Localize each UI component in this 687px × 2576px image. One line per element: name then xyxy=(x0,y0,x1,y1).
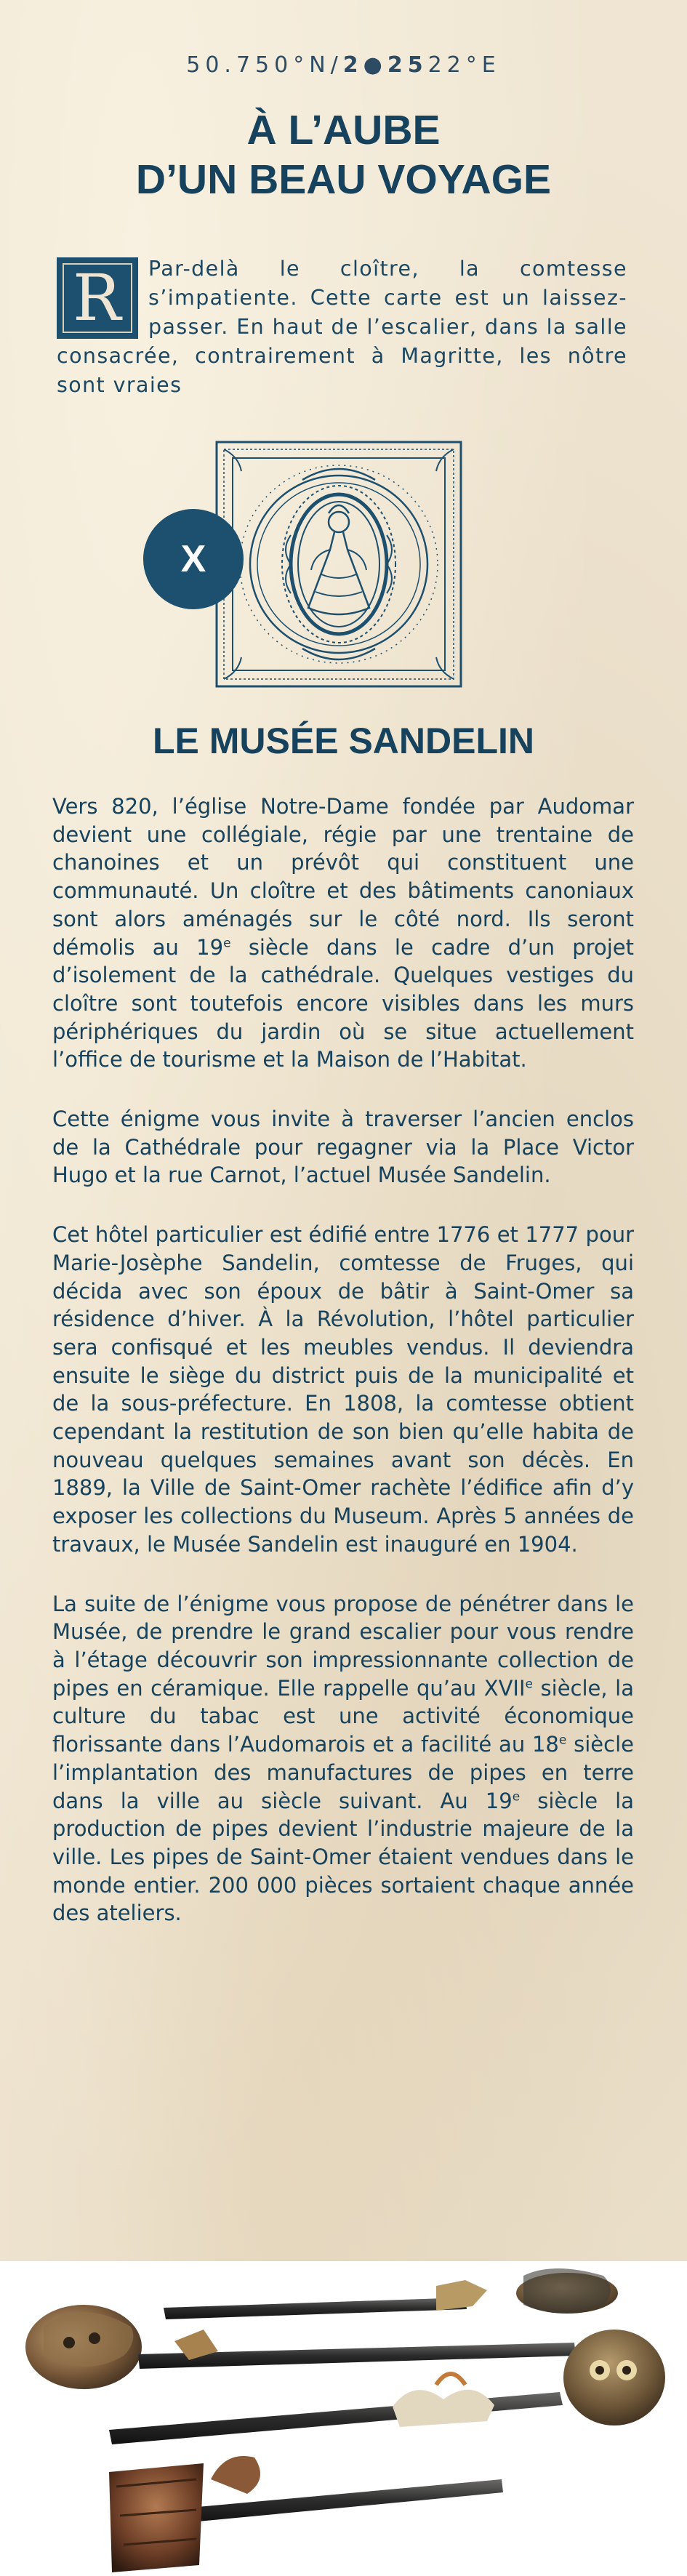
paragraph-cloister-history: Vers 820, l’église Notre-Dame fondée par Audomar devient une collégiale, régie par une trentaine de chanoines et un prévôt qui constituent une communauté. Un cloître et des bâtiments canoniaux sont alors aménagés sur le côté nord. Ils seront démolis au 19e siècle dans le cadre d’un projet d’isolement de la cathédrale. Quelques vestiges du cloître sont toutefois encore visibles dans les murs périphériques du jardin où se situe actuellement l’office de tourisme et la Maison de l’Habitat. xyxy=(52,794,634,1072)
paragraph-pipe-collection: La suite de l’énigme vous propose de pénétrer dans le Musée, de prendre le grand escalier pour vous rendre à l’étage découvrir son impressionnante collection de pipes en céramique. Elle rappelle qu’au XVIIe siècle, la culture du tabac est une activité économique florissante dans l’Audomarois et a facilité au 18e siècle l’implantation des manufactures de pipes en terre dans la ville au siècle suivant. Au 19e siècle la production de pipes devient l’industrie majeure de la ville. Les pipes de Saint-Omer étaient vendues dans le monde entier. 200 000 pièces sortaient chaque année des ateliers. xyxy=(52,1591,634,1926)
paragraph-route: Cette énigme vous invite à traverser l’ancien enclos de la Cathédrale pour regagner via la Place Victor Hugo et la rue Carnot, l’actuel Musée Sandelin. xyxy=(52,1107,634,1188)
title-line-2: D’UN BEAU VOYAGE xyxy=(135,156,552,203)
page-title xyxy=(0,105,687,204)
ceramic-pipes-photo xyxy=(0,2261,687,2576)
dropcap-letter: R xyxy=(63,263,132,333)
paragraph-hotel-history: Cet hôtel particulier est édifié entre 1776 et 1777 pour Marie-Josèphe Sandelin, comtesse de Fruges, qui décida avec son époux de bâtir à Saint-Omer sa résidence d’hiver. À la Révolution, l’hôtel particulier sera confisqué et les meubles vendus. Il deviendra ensuite le siège du district puis de la municipalité et de la sous-préfecture. En 1808, la comtesse obtient cependant la restitution de son bien qu’elle habita de nouveau quelques semaines avant son décès. En 1889, la Ville de Saint-Omer rachète l’édifice afin d’y exposer les collections du Museum. Après 5 années de travaux, le Musée Sandelin est inauguré en 1904. xyxy=(52,1222,634,1557)
article-body xyxy=(52,793,634,1959)
intro-text: Par-delà le cloître, la comtesse s’impatiente. Cette carte est un laissez-passer. En haut de l’escalier, dans la salle consacrée, contrairement à Magritte, les nôtre sont vraies xyxy=(57,257,627,397)
intro-paragraph xyxy=(57,254,627,400)
section-title: LE MUSÉE SANDELIN xyxy=(152,721,535,761)
title-line-1: À L’AUBE xyxy=(246,107,441,153)
gps-coordinates: 50.750°N/2●2522°E xyxy=(186,52,501,78)
puzzle-letter-badge: X xyxy=(143,509,244,609)
dropcap-ornament xyxy=(57,257,138,339)
